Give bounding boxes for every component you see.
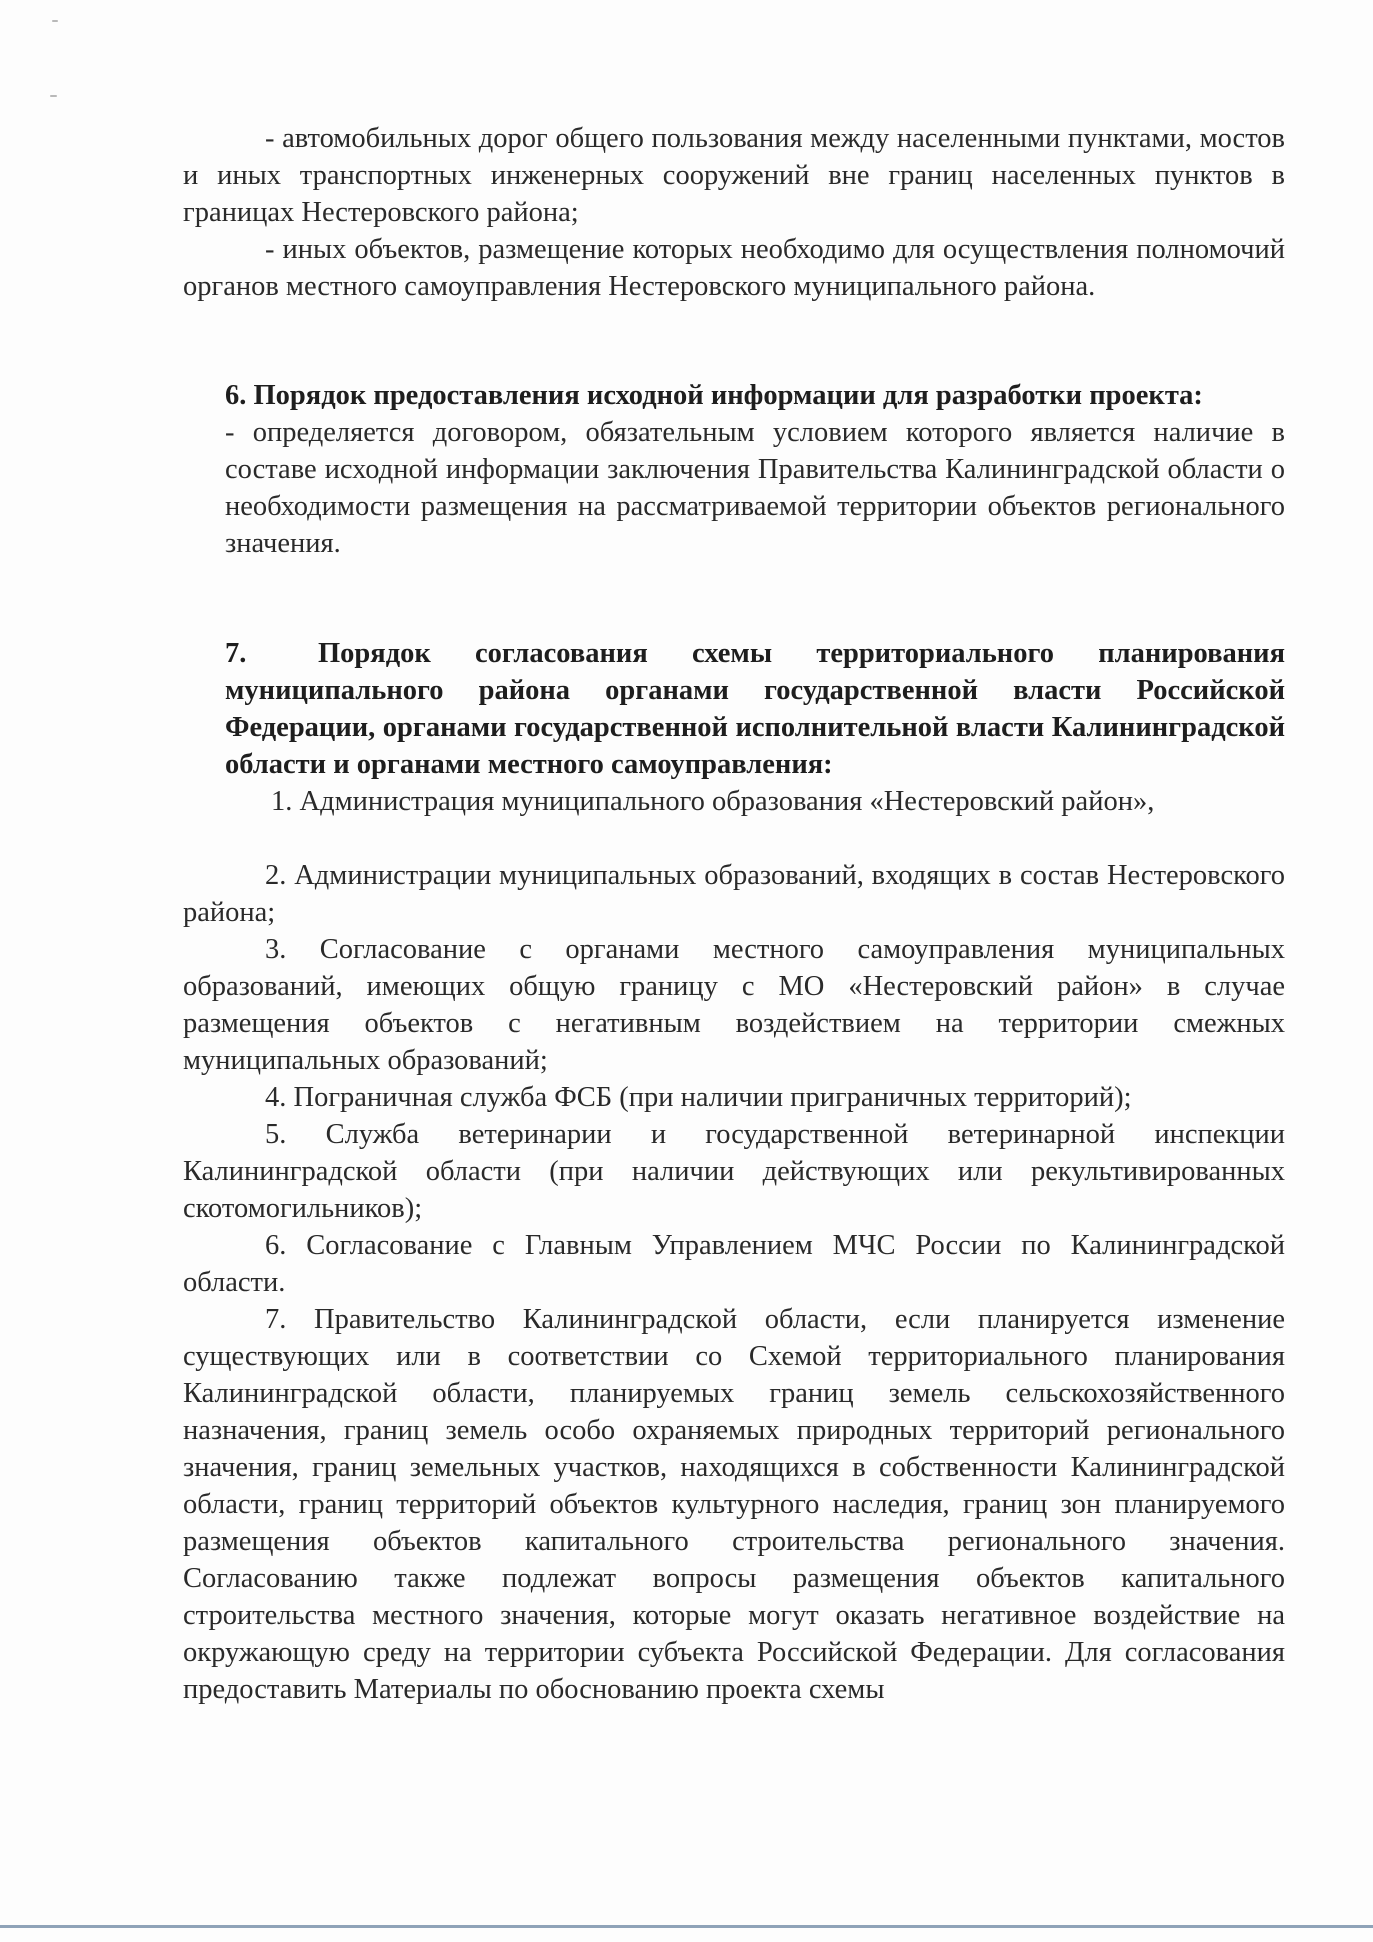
section-6-heading: 6. Порядок предоставления исходной информации для разработки проекта:	[225, 380, 1203, 411]
list-item: 7. Правительство Калининградской области, если планируется изменение существующих или в соответствии со Схемой территориального планирования Калининградской области, планируемых границ земель сельскохозяйственного назначения, границ земель особо охраняемых природных территорий регионального значения, границ земельных участков, находящихся в собственности Калининградской области, границ территорий объектов культурного наследия, границ зон планируемого размещения объектов капитального строительства регионального значения. Согласованию также подлежат вопросы размещения объектов капитального строительства местного значения, которые могут оказать негативное воздействие на окружающую среду на территории субъекта Российской Федерации. Для согласования предоставить Материалы по обоснованию проекта схемы	[183, 1304, 1285, 1705]
section-7-heading-block	[183, 635, 1285, 783]
list-item: 3. Согласование с органами местного самоуправления муниципальных образований, имеющих общую границу с МО «Нестеровский район» в случае размещения объектов с негативным воздействием на территории смежных муниципальных образований;	[183, 934, 1285, 1076]
list-item: 6. Согласование с Главным Управлением МЧС России по Калининградской области.	[183, 1230, 1285, 1298]
paragraph-other-objects: - иных объектов, размещение которых необходимо для осуществления полномочий органов местного самоуправления Нестеровского муниципального района.	[183, 234, 1285, 302]
paragraph-roads: - автомобильных дорог общего пользования между населенными пунктами, мостов и иных транспортных инженерных сооружений вне границ населенных пунктов в границах Нестеровского района;	[183, 123, 1285, 228]
section-7-number: 7.	[225, 638, 247, 669]
scan-speck	[52, 20, 58, 22]
text-block-intro	[183, 120, 1285, 305]
list-item: 1. Администрация муниципального образования «Нестеровский район»,	[271, 786, 1155, 817]
page-bottom-edge	[0, 1925, 1373, 1928]
section-7-item-1	[183, 783, 1285, 820]
list-item: 2. Администрации муниципальных образований, входящих в состав Нестеровского района;	[183, 860, 1285, 928]
scan-speck	[50, 95, 57, 97]
section-7-items	[183, 857, 1285, 1708]
list-item: 5. Служба ветеринарии и государственной ветеринарной инспекции Калининградской области (при наличии действующих или рекультивированных скотомогильников);	[183, 1119, 1285, 1224]
section-6	[183, 377, 1285, 562]
section-6-body: - определяется договором, обязательным условием которого является наличие в составе исходной информации заключения Правительства Калининградской области о необходимости размещения на рассматриваемой территории объектов регионального значения.	[225, 417, 1285, 559]
section-7-title: Порядок согласования схемы территориального планирования муниципального района органами государственной власти Российской Федерации, органами государственной исполнительной власти Калининградской области и органами местного самоуправления:	[225, 638, 1285, 780]
section-7-heading	[183, 635, 1285, 783]
list-item: 4. Пограничная служба ФСБ (при наличии приграничных территорий);	[265, 1082, 1132, 1113]
